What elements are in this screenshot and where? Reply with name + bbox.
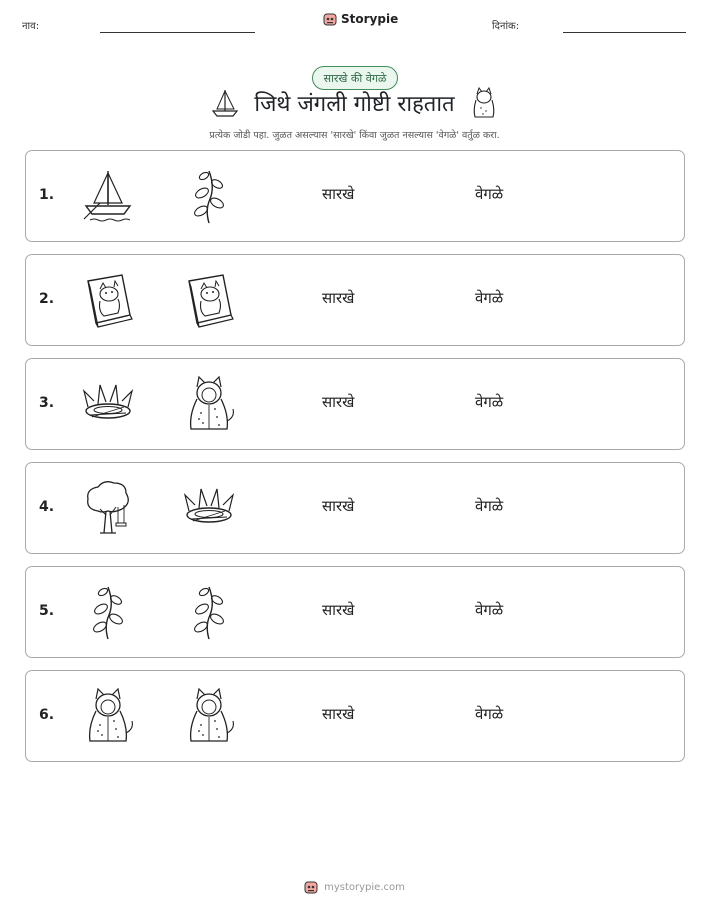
question-number: 5. [39, 603, 55, 619]
footer-site[interactable]: mystorypie.com [324, 881, 405, 893]
question-row [25, 566, 685, 658]
instructions: प्रत्येक जोडी पहा. जुळत असल्यास 'सारखे' किंवा जुळत नसल्यास 'वेगळे' वर्तुळ करा. [209, 130, 500, 141]
date-label: दिनांक: [492, 21, 520, 32]
same-option[interactable]: सारखे [322, 289, 355, 307]
wolf-costume-icon [78, 685, 138, 747]
question-number: 3. [39, 395, 55, 411]
brand [323, 12, 398, 26]
same-option[interactable]: सारखे [322, 185, 355, 203]
storybook-icon [78, 269, 138, 331]
question-row [25, 254, 685, 346]
different-option[interactable]: वेगळे [475, 601, 504, 619]
question-number: 1. [39, 187, 55, 203]
question-row [25, 670, 685, 762]
same-option[interactable]: सारखे [322, 601, 355, 619]
same-option[interactable]: सारखे [322, 497, 355, 515]
topic-badge: सारखे की वेगळे [312, 66, 398, 90]
name-line[interactable] [100, 32, 255, 33]
sailboat-icon [78, 165, 138, 227]
title-row [0, 86, 709, 120]
question-row [25, 462, 685, 554]
date-line[interactable] [563, 32, 686, 33]
crown-icon [78, 373, 138, 435]
different-option[interactable]: वेगळे [475, 393, 504, 411]
same-option[interactable]: सारखे [322, 393, 355, 411]
brand-name: Storypie [341, 12, 399, 26]
wolf-costume-icon [179, 685, 239, 747]
storypie-logo-icon [323, 12, 337, 26]
question-number: 4. [39, 499, 55, 515]
wolf-costume-icon [179, 373, 239, 435]
question-row [25, 358, 685, 450]
different-option[interactable]: वेगळे [475, 289, 504, 307]
tree-swing-icon [78, 477, 138, 539]
question-number: 6. [39, 707, 55, 723]
storypie-logo-icon [304, 880, 318, 894]
different-option[interactable]: वेगळे [475, 185, 504, 203]
page-title: जिथे जंगली गोष्टी राहतात [254, 92, 455, 117]
question-row [25, 150, 685, 242]
wolf-costume-icon [469, 86, 499, 120]
name-label: नाव: [22, 21, 40, 32]
same-option[interactable]: सारखे [322, 705, 355, 723]
question-number: 2. [39, 291, 55, 307]
different-option[interactable]: वेगळे [475, 705, 504, 723]
footer [0, 880, 709, 894]
vine-icon [78, 581, 138, 643]
crown-icon [179, 477, 239, 539]
storybook-icon [179, 269, 239, 331]
vine-icon [179, 581, 239, 643]
sailboat-icon [210, 86, 240, 120]
vine-icon [179, 165, 239, 227]
different-option[interactable]: वेगळे [475, 497, 504, 515]
